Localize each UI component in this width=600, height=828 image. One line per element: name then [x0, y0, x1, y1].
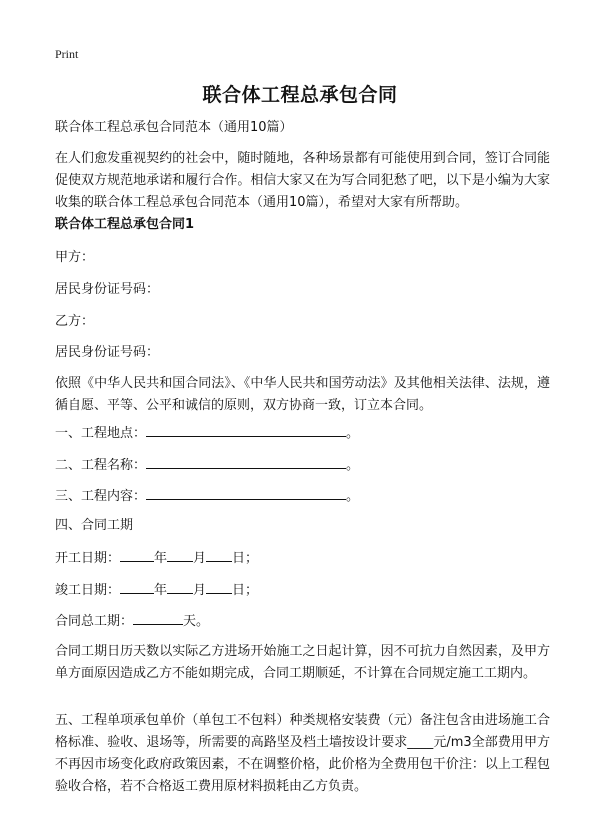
fill-blank — [146, 422, 346, 437]
item-project-name — [55, 454, 359, 477]
item-contract-period: 四、合同工期 — [55, 518, 134, 533]
document-subtitle: 联合体工程总承包合同范本（通用10篇） — [55, 120, 293, 135]
days-blank — [133, 610, 183, 625]
end-date-row — [55, 579, 258, 602]
intro-paragraph: 在人们愈发重视契约的社会中，随时随地，各种场景都有可能使用到合同，签订合同能促使双方规范地承诺和履行合作。相信大家又在为写合同犯愁了吧，以下是小编为大家收集的联合体工程总承包合同范本（通用10篇），希望对大家有所帮助。 — [55, 151, 550, 210]
year-blank — [120, 579, 154, 594]
legal-basis-paragraph: 依照《中华人民共和国合同法》、《中华人民共和国劳动法》及其他相关法律、法规，遵循自愿、平等、公平和诚信的原则，双方协商一致，订立本合同。 — [55, 376, 550, 413]
item-label: 三、工程内容： — [55, 489, 147, 504]
item-label: 二、工程名称： — [55, 458, 147, 473]
year-blank — [120, 547, 154, 562]
item-project-location — [55, 422, 359, 445]
month-label: 月 — [193, 583, 207, 598]
party-b-id-label: 居民身份证号码： — [55, 345, 160, 360]
document-title: 联合体工程总承包合同 — [202, 84, 398, 106]
item-project-content — [55, 485, 359, 508]
year-label: 年 — [154, 583, 168, 598]
print-label[interactable]: Print — [55, 47, 79, 61]
section-heading: 联合体工程总承包合同1 — [55, 217, 195, 232]
fill-blank — [146, 454, 346, 469]
period: 。 — [346, 489, 360, 504]
day-blank — [206, 547, 232, 562]
day-label: 日； — [232, 583, 259, 598]
period: 。 — [346, 458, 360, 473]
month-blank — [167, 579, 193, 594]
month-label: 月 — [193, 551, 207, 566]
start-date-label: 开工日期： — [55, 551, 121, 566]
party-a-id-label: 居民身份证号码： — [55, 282, 160, 297]
total-period-row — [55, 610, 209, 633]
duration-note-paragraph: 合同工期日历天数以实际乙方进场开始施工之日起计算，因不可抗力自然因素，及甲方单方面原因造成乙方不能如期完成，合同工期顺延，不计算在合同规定施工工期内。 — [55, 644, 550, 681]
item-label: 一、工程地点： — [55, 426, 147, 441]
party-a-label: 甲方： — [55, 250, 95, 265]
start-date-row — [55, 547, 258, 570]
days-unit: 天。 — [183, 614, 210, 629]
end-date-label: 竣工日期： — [55, 583, 121, 598]
total-period-label: 合同总工期： — [55, 614, 134, 629]
day-label: 日； — [232, 551, 259, 566]
year-label: 年 — [154, 551, 168, 566]
period: 。 — [346, 426, 360, 441]
party-b-label: 乙方： — [55, 314, 95, 329]
day-blank — [206, 579, 232, 594]
month-blank — [167, 547, 193, 562]
fill-blank — [146, 485, 346, 500]
item-unit-price-paragraph: 五、工程单项承包单价（单包工不包料）种类规格安装费（元）备注包含由进场施工合格标准、验收、退场等，所需要的高路坚及档土墙按设计要求____元/m3全部费用甲方不再因市场变化政府政策因素，不在调整价格，此价格为全费用包干价注：以上工程包验收合格，若不合格返工费用原材料损耗由乙方负责。 — [55, 713, 550, 794]
